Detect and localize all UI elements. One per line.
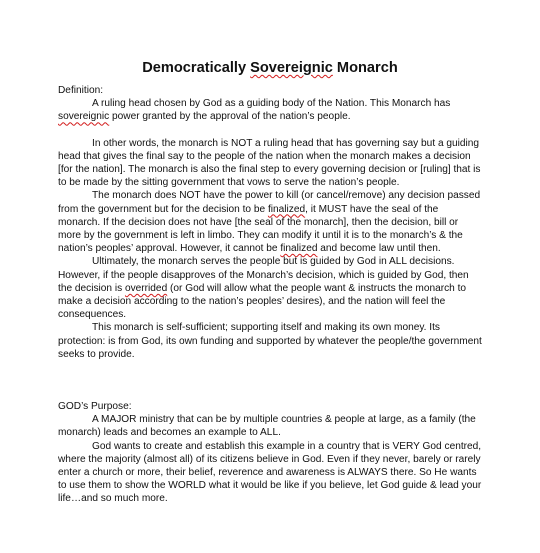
- definition-paragraph-3: [58, 189, 482, 255]
- definition-p1-text: A ruling head chosen by God as a guiding body of the Nation. This Monarch has: [92, 98, 451, 110]
- purpose-label: GOD’s Purpose:: [58, 401, 132, 413]
- definition-p3-flagged-word-1: finalized: [267, 203, 306, 215]
- paragraph-gap: [58, 124, 482, 137]
- definition-p3-text-c: and become law until then.: [317, 243, 441, 255]
- definition-paragraph-5: This monarch is self-sufficient; supporting itself and making its own money. Its protection: is from God, its own funding and supported by whatever the people/the government seeks to provide.: [58, 322, 482, 360]
- definition-paragraph-1: [58, 97, 482, 123]
- title-text-start: Democratically: [142, 59, 251, 76]
- definition-paragraph-4: [58, 255, 482, 321]
- section-gap: [58, 361, 482, 400]
- definition-p1-text-end: power granted by the approval of the nation’s people.: [109, 111, 351, 123]
- definition-p4-text-a: Ultimately, the monarch serves the people but is guided by God in ALL decisions. However, if the people disapproves of the Monarch’s decision, which is guided by God, then the decision is: [58, 256, 469, 294]
- purpose-paragraph-1: A MAJOR ministry that can be by multiple countries & people at large, as a family (the monarch) leads and becomes an example to ALL.: [58, 414, 476, 439]
- definition-p1-flagged-word: sovereignic: [58, 111, 110, 123]
- document-body: [58, 84, 482, 506]
- document-title: [0, 60, 540, 76]
- definition-p3-text-a: The monarch does NOT have the power to kill (or cancel/remove) any decision passed from the government but for the decision to be: [58, 190, 481, 215]
- definition-paragraph-2: In other words, the monarch is NOT a ruling head that has governing say but a guiding head that gives the final say to the people of the nation when the monarch makes a decision [for the nation]. The monarch is also the final step to every governing decision or [ruling] that is to be made by the sitting government that vows to serve the nation’s people.: [58, 137, 481, 189]
- definition-p4-text-b: (or God will allow what the people want & instructs the monarch to make a decision according to the nation’s peoples’ desires), and the nation will feel the consequences.: [58, 282, 467, 321]
- definition-p4-flagged-word: overrided: [124, 282, 168, 294]
- definition-p3-flagged-word-2: finalized: [280, 243, 318, 255]
- purpose-paragraph-2: God wants to create and establish this example in a country that is VERY God centred, where the majority (almost all) of its citizens believe in God. Even if they never, barely or rarely enter a church or more, their belief, reverence and awareness is ALWAYS there. So He wants to use them to show the WORLD what it would be like if you believe, let God guide & lead your life…and so much more.: [58, 440, 482, 505]
- definition-label: Definition:: [58, 85, 104, 96]
- title-text-end: Monarch: [332, 59, 398, 76]
- definition-p3-text-b: , it MUST have the seal of the monarch. If the decision does not have [the seal of the monarch], then the decision, bill or more by the government is left in limbo. They can modify it until it is to the monarch’s & the nation’s peoples’ approval. However, it cannot be: [58, 203, 463, 255]
- title-flagged-word: Sovereignic: [250, 59, 333, 76]
